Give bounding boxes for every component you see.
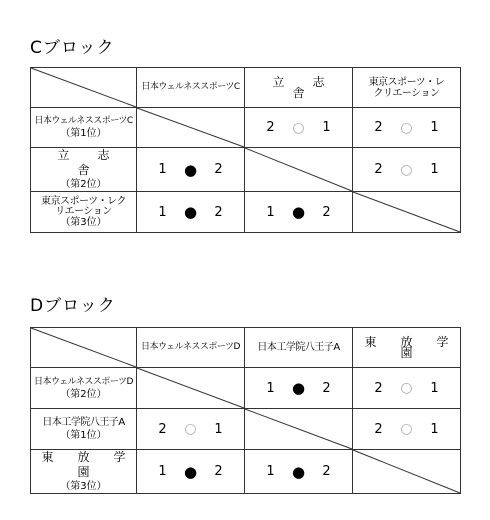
self-match-cell: [353, 450, 461, 494]
row-header: 東京スポーツ・レクリエーション （第3位）: [31, 192, 137, 233]
result-cell: [245, 192, 353, 233]
win-loss-mark: ○: [400, 380, 413, 396]
self-match-cell: [137, 108, 245, 148]
result-cell: [353, 409, 461, 450]
col-header: 東京スポーツ・レクリエーション: [353, 68, 461, 108]
self-match-cell: [353, 192, 461, 233]
score-right: 1: [322, 120, 331, 135]
result-cell: [353, 148, 461, 192]
win-loss-mark: ○: [184, 421, 197, 437]
score-right: 2: [214, 204, 223, 220]
score-left: 1: [266, 380, 275, 396]
result-cell: [245, 108, 353, 148]
table-row: [31, 450, 461, 494]
result-cell: [353, 108, 461, 148]
row-header: 日本工学院八王子A （第1位）: [31, 409, 137, 450]
result-cell: [137, 192, 245, 233]
score-right: 1: [430, 380, 439, 396]
score-right: 1: [430, 162, 439, 177]
win-loss-mark: ○: [400, 119, 413, 136]
win-loss-mark: ●: [291, 203, 306, 221]
win-loss-mark: ●: [291, 379, 306, 397]
row-header: 東 放 学 園 （第3位）: [31, 450, 137, 494]
score-left: 2: [374, 120, 383, 135]
table-row: [31, 368, 461, 409]
win-loss-mark: ○: [400, 161, 413, 178]
col-header: 立 志 舎: [245, 68, 353, 108]
block-d-title: Dブロック: [30, 296, 116, 316]
col-header: 東 放 学 園: [353, 328, 461, 368]
win-loss-mark: ○: [292, 119, 305, 136]
score-right: 2: [322, 464, 331, 479]
score-left: 1: [266, 204, 275, 220]
score-left: 2: [158, 421, 167, 437]
result-cell: [137, 409, 245, 450]
col-header: 日本ウェルネススポーツD: [137, 328, 245, 368]
score-left: 1: [158, 204, 167, 220]
block-c-title: Cブロック: [30, 38, 115, 58]
result-cell: [245, 450, 353, 494]
win-loss-mark: ●: [291, 462, 306, 481]
result-cell: [245, 368, 353, 409]
table-row: [31, 108, 461, 148]
block-d-table: [30, 327, 473, 494]
score-right: 2: [214, 162, 223, 177]
result-cell: [137, 148, 245, 192]
self-match-cell: [245, 148, 353, 192]
corner-cell: [31, 68, 137, 108]
win-loss-mark: ●: [183, 160, 198, 179]
win-loss-mark: ○: [400, 421, 413, 437]
score-right: 2: [322, 380, 331, 396]
corner-cell: [31, 328, 137, 368]
row-header: 立 志 舎 （第2位）: [31, 148, 137, 192]
score-left: 2: [374, 421, 383, 437]
win-loss-mark: ●: [183, 203, 198, 221]
col-header: 日本ウェルネススポーツC: [137, 68, 245, 108]
row-header: 日本ウェルネススポーツC （第1位）: [31, 108, 137, 148]
result-cell: [137, 450, 245, 494]
score-left: 2: [374, 380, 383, 396]
score-left: 1: [266, 464, 275, 479]
score-right: 1: [430, 421, 439, 437]
table-row: [31, 148, 461, 192]
score-right: 1: [430, 120, 439, 135]
score-left: 1: [158, 464, 167, 479]
table-row: [31, 192, 461, 233]
self-match-cell: [245, 409, 353, 450]
col-header: 日本工学院八王子A: [245, 328, 353, 368]
score-left: 2: [374, 162, 383, 177]
header-row: [31, 68, 461, 108]
score-left: 2: [266, 120, 275, 135]
block-c-table: [30, 67, 461, 233]
row-header: 日本ウェルネススポーツD （第2位）: [31, 368, 137, 409]
win-loss-mark: ●: [183, 462, 198, 481]
score-right: 2: [214, 464, 223, 479]
score-right: 2: [322, 204, 331, 220]
header-row: [31, 328, 461, 368]
score-left: 1: [158, 162, 167, 177]
self-match-cell: [137, 368, 245, 409]
table-row: [31, 409, 461, 450]
score-right: 1: [214, 421, 223, 437]
result-cell: [353, 368, 461, 409]
